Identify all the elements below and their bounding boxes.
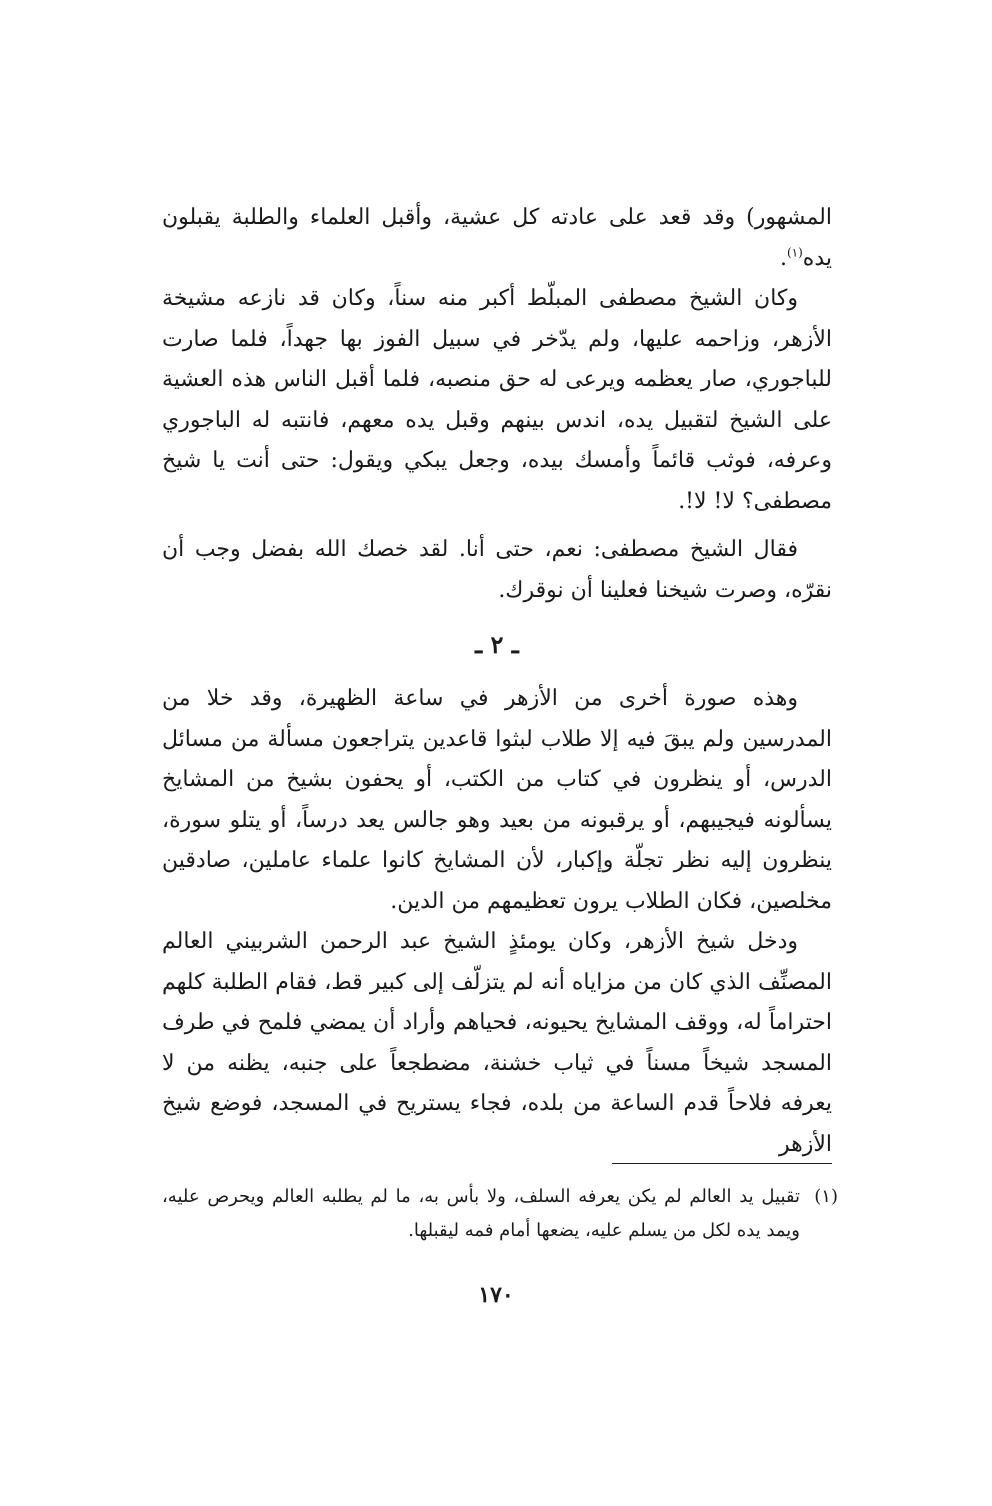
paragraph-4: وهذه صورة أخرى من الأزهر في ساعة الظهيرة، وقد خلا من المدرسين ولم يبقَ فيه إلا طلاب لبثوا قاعدين يتراجعون مسألة من مسائل الدرس، أو ينظرون في كتاب من الكتب، أو يحفون بشيخ من المشايخ يسألونه فيجيبهم، أو يرقبونه من بعيد وهو جالس يعد درساً، أو يتلو سورة، ينظرون إليه نظر تجلّة وإكبار، لأن المشايخ كانوا علماء عاملين، صادقين مخلصين، فكان الطلاب يرون تعظيمهم من الدين. xyxy=(162,686,832,914)
footnote-reference[interactable]: (١) xyxy=(786,245,803,260)
footnote-divider xyxy=(612,1163,832,1164)
footnote-number: (١) xyxy=(814,1186,838,1207)
footnote-text: تقبيل يد العالم لم يكن يعرفه السلف، ولا بأس به، ما لم يطلبه العالم ويحرص عليه، ويمد يده لكل من يسلم عليه، يضعها أمام فمه ليقبلها. xyxy=(162,1186,800,1241)
paragraph-1-text: المشهور) وقد قعد على عادته كل عشية، وأقبل العلماء والطلبة يقبلون يده xyxy=(162,205,832,271)
paragraph-1-end: . xyxy=(779,245,787,271)
paragraph-2: وكان الشيخ مصطفى المبلّط أكبر منه سناً، وكان قد نازعه مشيخة الأزهر، وزاحمه عليها، ولم يدّخر في سبيل الفوز بها جهداً، فلما صارت للباجوري، صار يعظمه ويرعى له حق منصبه، فلما أقبل الناس هذه العشية على الشيخ لتقبيل يده، اندس بينهم وقبل يده معهم، فانتبه له الباجوري وعرفه، فوثب قائماً وأمسك بيده، وجعل يبكي ويقول: حتى أنت يا شيخ مصطفى؟ لا! لا!. xyxy=(162,286,832,514)
page-body xyxy=(162,198,832,1165)
section-number: ـ ٢ ـ xyxy=(475,630,519,659)
footnotes xyxy=(162,1180,838,1248)
paragraph-3: فقال الشيخ مصطفى: نعم، حتى أنا. لقد خصك الله بفضل وجب أن نقرّه، وصرت شيخنا فعلينا أن نوقرك. xyxy=(162,537,832,603)
page-number: ١٧٠ xyxy=(478,1282,514,1308)
footnote-item xyxy=(162,1180,838,1248)
paragraph-5: ودخل شيخ الأزهر، وكان يومئذٍ الشيخ عبد الرحمن الشربيني العالم المصنِّف الذي كان من مزاياه أنه لم يتزلّف إلى كبير قط، فقام الطلبة كلهم احتراماً له، ووقف المشايخ يحيونه، فحياهم وأراد أن يمضي فلمح في طرف المسجد شيخاً مسناً في ثياب خشنة، مضطجعاً على جنبه، يظنه من لا يعرفه فلاحاً قدم الساعة من بلده، فجاء يستريح في المسجد، فوضع شيخ الأزهر xyxy=(162,929,832,1157)
paragraph-1 xyxy=(162,198,832,279)
